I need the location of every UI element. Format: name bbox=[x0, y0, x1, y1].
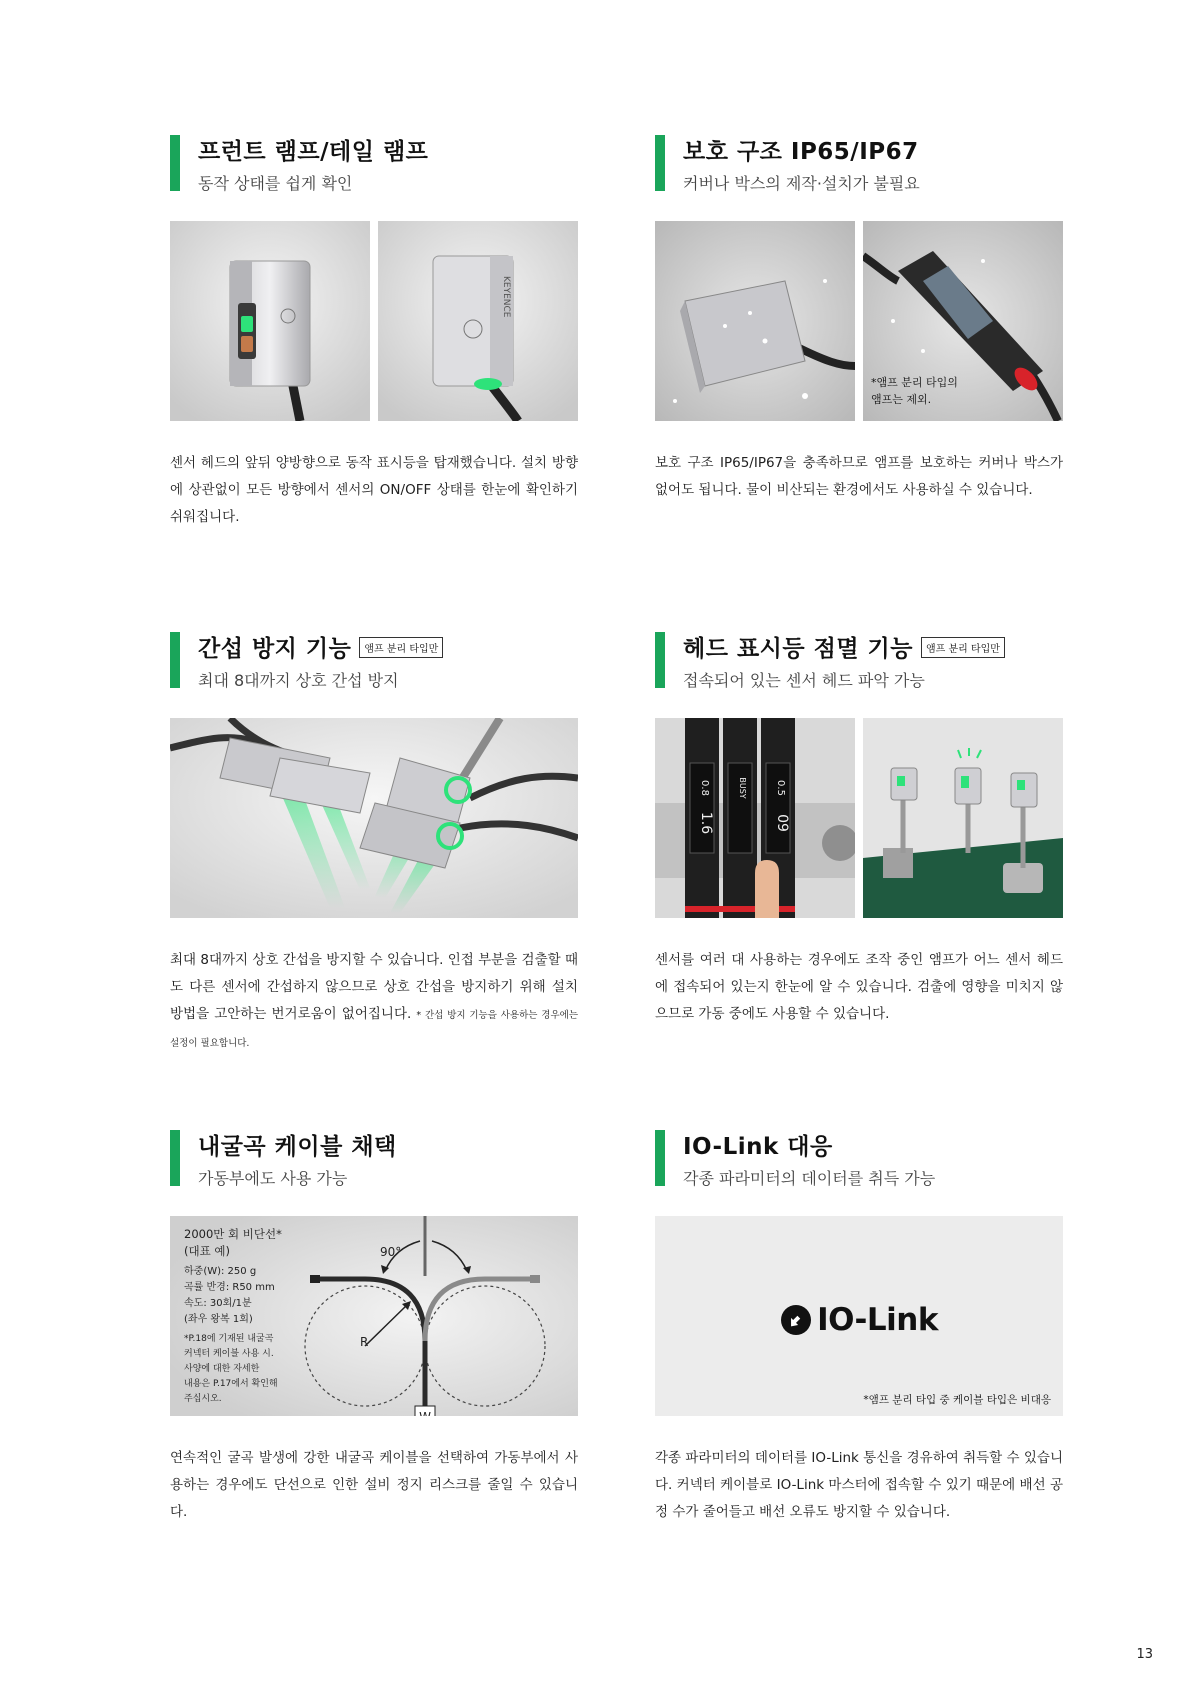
wet-sensor-photo bbox=[655, 221, 855, 421]
section-title: 내굴곡 케이블 채택 bbox=[198, 1134, 397, 1160]
section-title-text: 간섭 방지 기능 bbox=[198, 636, 352, 662]
section-subtitle: 커버나 박스의 제작·설치가 불필요 bbox=[683, 174, 920, 193]
io-link-icon bbox=[780, 1304, 812, 1336]
section-body bbox=[170, 947, 578, 1057]
amp-display-value: 1.6 bbox=[698, 811, 714, 835]
amp-display-value: BUSY bbox=[738, 777, 747, 799]
test-spec-radius: 곡률 반경: R50 mm bbox=[184, 1282, 275, 1293]
test-spec-note: 내용은 P.17에서 확인해 bbox=[184, 1379, 278, 1389]
section-flex-cable bbox=[170, 1128, 578, 1520]
accent-bar bbox=[170, 632, 180, 688]
section-subtitle: 접속되어 있는 센서 헤드 파악 가능 bbox=[683, 671, 925, 690]
io-link-logo-text: IO-Link bbox=[817, 1302, 938, 1338]
amp-display-value: 0.5 bbox=[775, 780, 786, 796]
test-spec-speed: 속도: 30회/1분 bbox=[184, 1298, 252, 1309]
brand-label: KEYENCE bbox=[501, 276, 511, 318]
section-ip-protection bbox=[655, 133, 1063, 498]
section-body: 보호 구조 IP65/IP67을 충족하므로 앰프를 보호하는 커버나 박스가 없어도 됩니다. 물이 비산되는 환경에서도 사용하실 수 있습니다. bbox=[655, 455, 1063, 498]
section-front-tail-lamp bbox=[170, 133, 578, 525]
test-spec-cycle: (좌우 왕복 1회) bbox=[184, 1314, 253, 1325]
io-link-logo-panel bbox=[655, 1216, 1063, 1416]
test-spec-note: 사양에 대한 자세한 bbox=[184, 1364, 260, 1374]
section-subtitle: 최대 8대까지 상호 간섭 방지 bbox=[198, 671, 399, 690]
accent-bar bbox=[170, 1130, 180, 1186]
multiple-sensors-photo bbox=[170, 718, 578, 918]
section-interference-prevention bbox=[170, 630, 578, 1049]
section-title: IO-Link 대응 bbox=[683, 1134, 833, 1160]
section-title bbox=[198, 630, 443, 663]
sensor-front-photo bbox=[170, 221, 370, 421]
amp-display-value: 0.8 bbox=[699, 780, 710, 796]
image-note: *앰프 분리 타입 중 케이블 타입은 비대응 bbox=[863, 1394, 1051, 1406]
test-spec-note: *P.18에 기재된 내굴곡 bbox=[184, 1334, 274, 1344]
amp-separate-only-tag: 앰프 분리 타입만 bbox=[921, 637, 1005, 658]
amp-display-value: 09 bbox=[774, 814, 790, 832]
flex-test-diagram bbox=[170, 1216, 578, 1424]
section-title: 프런트 램프/테일 램프 bbox=[198, 139, 429, 165]
section-title-text: 헤드 표시등 점멸 기능 bbox=[683, 636, 913, 662]
section-body: 각종 파라미터의 데이터를 IO-Link 통신을 경유하여 취득할 수 있습니다. 커넥터 케이블로 IO-Link 마스터에 접속할 수 있기 때문에 배선 공정 수가 줄어들고 배선 오류도 방지할 수 있습니다. bbox=[655, 1450, 1063, 1520]
section-subtitle: 각종 파라미터의 데이터를 취득 가능 bbox=[683, 1169, 936, 1188]
amp-separate-only-tag: 앰프 분리 타입만 bbox=[359, 637, 443, 658]
section-body: 센서를 여러 대 사용하는 경우에도 조작 중인 앰프가 어느 센서 헤드에 접속되어 있는지 한눈에 알 수 있습니다. 검출에 영향을 미치지 않으므로 가동 중에도 사용할 수 있습니다. bbox=[655, 952, 1063, 1022]
section-body-text: 최대 8대까지 상호 간섭을 방지할 수 있습니다. 인접 부분을 검출할 때도 다른 센서에 간섭하지 않으므로 상호 간섭을 방지하기 위해 설치 방법을 고안하는 번거로움이 없어집니다. bbox=[170, 952, 578, 1022]
amplifiers-on-rail-photo bbox=[655, 718, 855, 918]
test-spec-note: 커넥터 케이블 사용 시. bbox=[184, 1349, 274, 1359]
test-spec-title: (대표 예) bbox=[184, 1244, 230, 1258]
section-title bbox=[683, 630, 1005, 663]
section-io-link bbox=[655, 1128, 1063, 1520]
section-head-indicator-blink bbox=[655, 630, 1063, 1022]
sensor-heads-conveyor-photo bbox=[863, 718, 1063, 918]
image-note: 앰프는 제외. bbox=[871, 393, 932, 406]
section-subtitle: 동작 상태를 쉽게 확인 bbox=[198, 174, 353, 193]
body-footnote: * 간섭 방지 기능을 사용하는 경우에는 설정이 필요합니다. bbox=[170, 1010, 578, 1049]
section-body: 연속적인 굴곡 발생에 강한 내굴곡 케이블을 선택하여 가동부에서 사용하는 경우에도 단선으로 인한 설비 정지 리스크를 줄일 수 있습니다. bbox=[170, 1450, 578, 1520]
radius-label: R bbox=[360, 1335, 369, 1349]
accent-bar bbox=[655, 632, 665, 688]
test-spec-load: 하중(W): 250 g bbox=[184, 1266, 257, 1277]
page-number: 13 bbox=[1136, 1647, 1153, 1662]
accent-bar bbox=[655, 135, 665, 191]
accent-bar bbox=[170, 135, 180, 191]
wet-amplifier-photo bbox=[863, 221, 1063, 421]
accent-bar bbox=[655, 1130, 665, 1186]
angle-label: 90° bbox=[380, 1245, 402, 1259]
section-body: 센서 헤드의 앞뒤 양방향으로 동작 표시등을 탑재했습니다. 설치 방향에 상관없이 모든 방향에서 센서의 ON/OFF 상태를 한눈에 확인하기 쉬워집니다. bbox=[170, 455, 578, 525]
section-subtitle: 가동부에도 사용 가능 bbox=[198, 1169, 348, 1188]
weight-label: W bbox=[419, 1410, 431, 1424]
image-note: *앰프 분리 타입의 bbox=[871, 376, 958, 389]
sensor-rear-photo bbox=[378, 221, 578, 421]
test-spec-title: 2000만 회 비단선* bbox=[184, 1227, 282, 1241]
section-title: 보호 구조 IP65/IP67 bbox=[683, 139, 919, 165]
test-spec-note: 주십시오. bbox=[184, 1394, 222, 1404]
